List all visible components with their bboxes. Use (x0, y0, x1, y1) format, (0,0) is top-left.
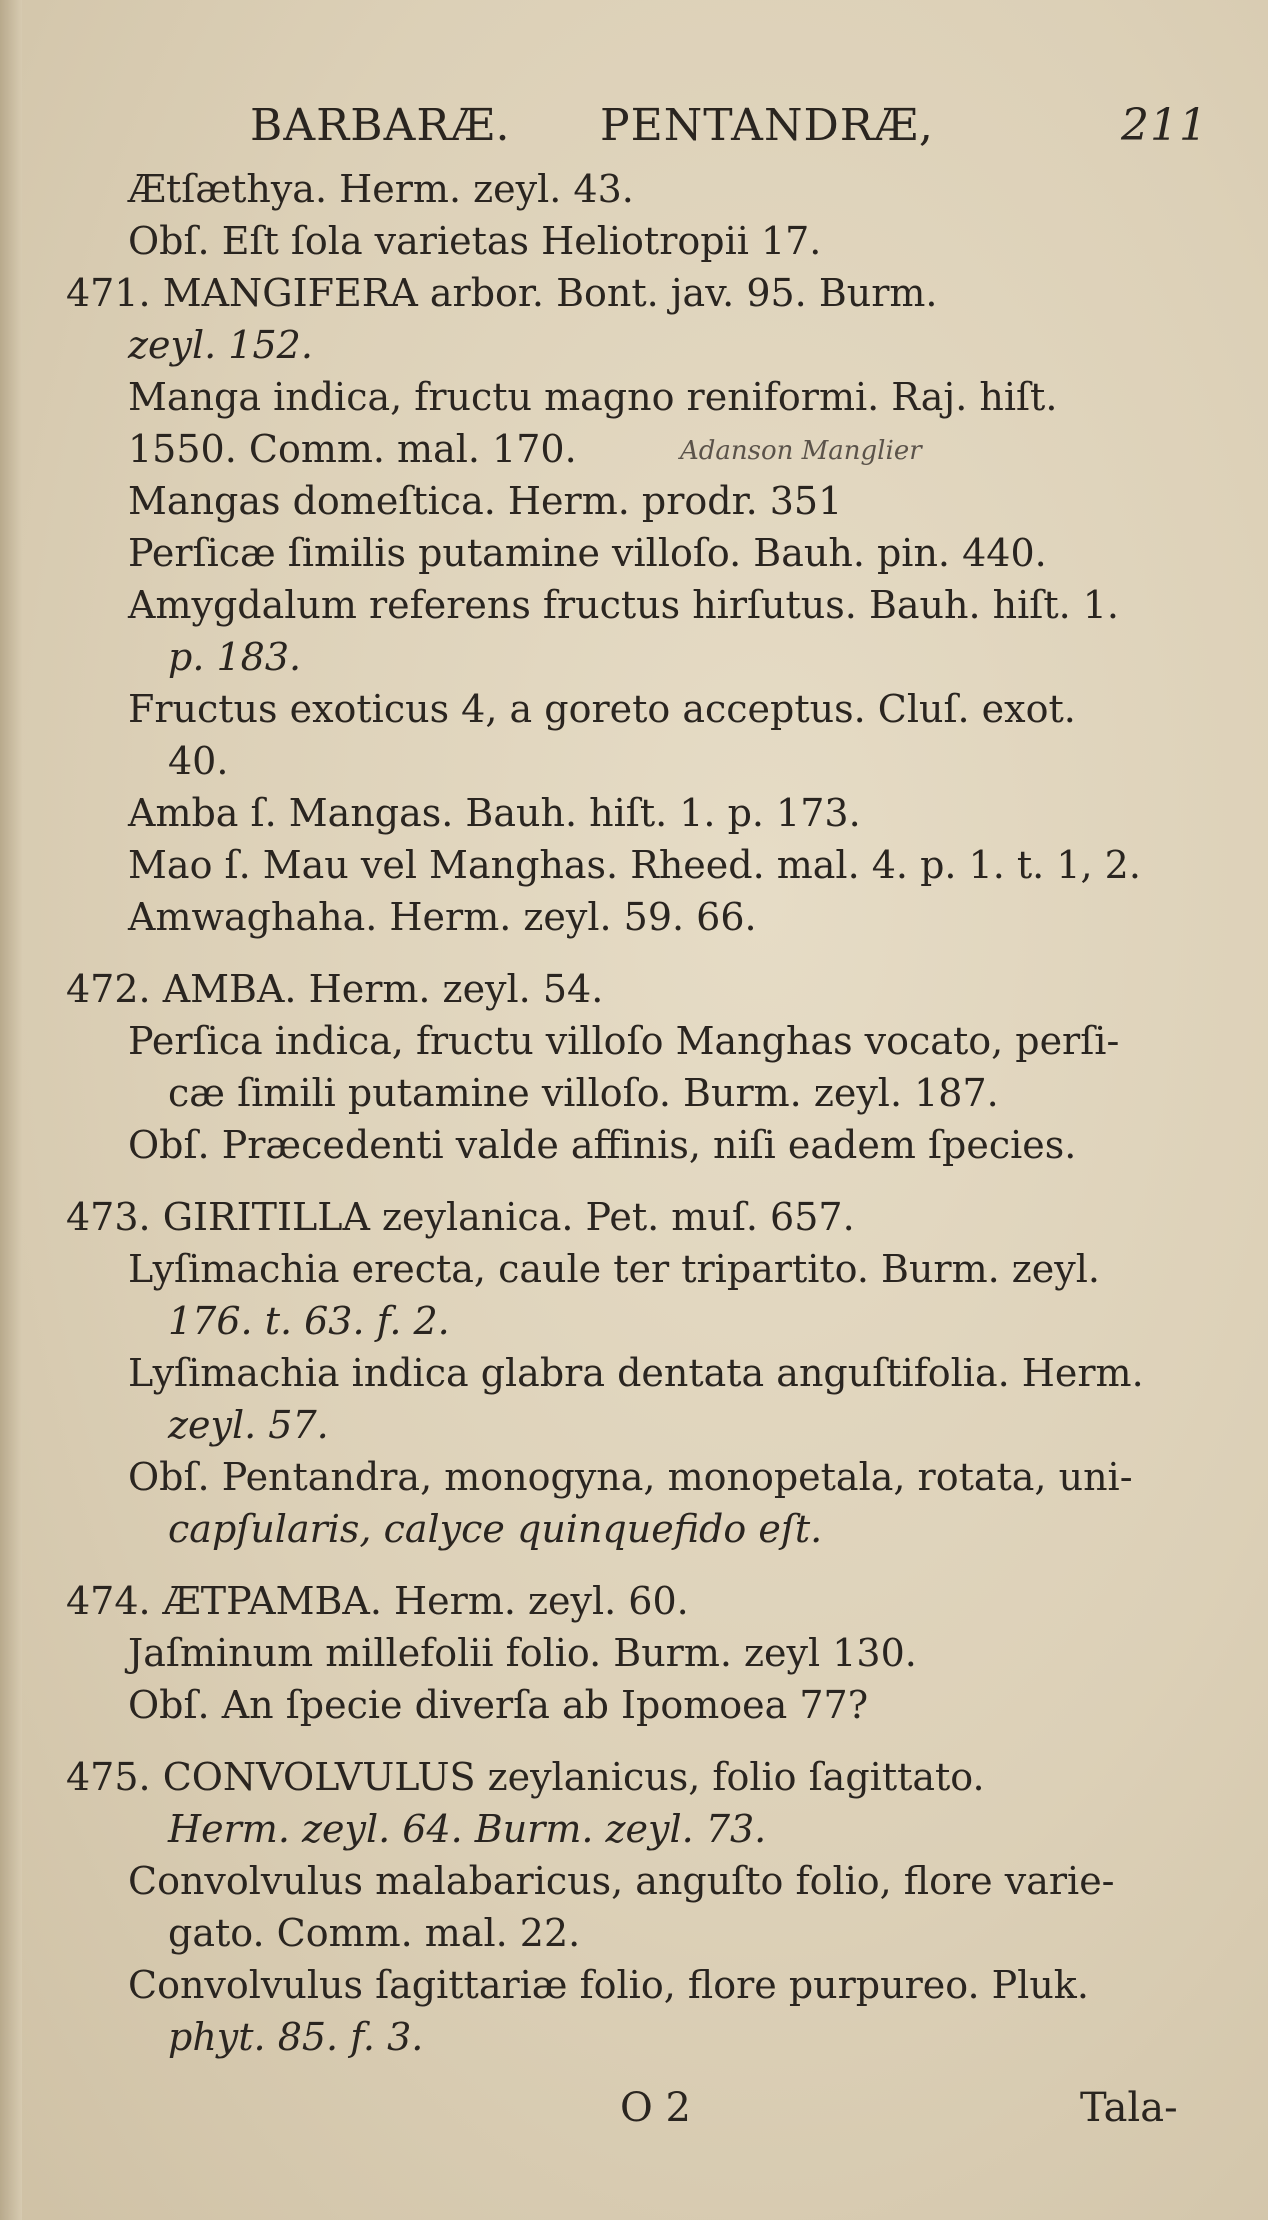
text-line: Herm. zeyl. 64. Burm. zeyl. 73. (168, 1807, 767, 1851)
text-line: Obſ. Eſt ſola varietas Heliotropii 17. (128, 219, 822, 263)
text-line: 40. (168, 739, 229, 783)
text-line: Convolvulus ſagittariæ folio, flore purpureo. Pluk. (128, 1963, 1089, 2007)
text-line: cæ ſimili putamine villoſo. Burm. zeyl. 187. (168, 1071, 999, 1115)
text-line: Amygdalum referens fructus hirſutus. Bauh. hiſt. 1. (128, 583, 1120, 627)
text-line: 1550. Comm. mal. 170. (128, 427, 577, 471)
text-line: Obſ. An ſpecie diverſa ab Ipomoea 77? (128, 1683, 869, 1727)
page-gutter (0, 0, 22, 2220)
text-line: zeyl. 152. (128, 323, 313, 367)
text-line: Obſ. Præcedenti valde affinis, niſi eadem ſpecies. (128, 1123, 1077, 1167)
signature-mark: O 2 (620, 2085, 691, 2131)
text-line: gato. Comm. mal. 22. (168, 1911, 581, 1955)
text-line: Mao ſ. Mau vel Manghas. Rheed. mal. 4. p. 1. t. 1, 2. (128, 843, 1141, 887)
text-line: Fructus exoticus 4, a goreto acceptus. Cluſ. exot. (128, 687, 1076, 731)
text-line: Jaſminum millefolii folio. Burm. zeyl 130. (128, 1631, 917, 1675)
entry-heading: 473. GIRITILLA zeylanica. Pet. muſ. 657. (66, 1195, 855, 1239)
text-line: Ætſæthya. Herm. zeyl. 43. (128, 167, 634, 211)
text-line: 176. t. 63. f. 2. (168, 1299, 450, 1343)
header-middle: PENTANDRÆ, (600, 100, 934, 151)
entry-heading: 471. MANGIFERA arbor. Bont. jav. 95. Burm. (66, 271, 938, 315)
text-line: phyt. 85. f. 3. (168, 2015, 424, 2059)
text-line: zeyl. 57. (168, 1403, 329, 1447)
text-line: Mangas domeſtica. Herm. prodr. 351 (128, 479, 843, 523)
catchword: Tala- (1080, 2085, 1178, 2131)
entry-heading: 475. CONVOLVULUS zeylanicus, folio ſagittato. (66, 1755, 985, 1799)
text-line: p. 183. (168, 635, 302, 679)
handwritten-annotation: Adanson Manglier (680, 436, 922, 466)
text-line: Amwaghaha. Herm. zeyl. 59. 66. (128, 895, 757, 939)
text-line: Lyſimachia indica glabra dentata anguſtifolia. Herm. (128, 1351, 1144, 1395)
header-left: BARBARÆ. (250, 100, 511, 151)
entry-heading: 472. AMBA. Herm. zeyl. 54. (66, 967, 604, 1011)
text-line: Lyſimachia erecta, caule ter tripartito. Burm. zeyl. (128, 1247, 1100, 1291)
text-line: Obſ. Pentandra, monogyna, monopetala, rotata, uni- (128, 1455, 1133, 1499)
text-line: Manga indica, fructu magno reniformi. Raj. hiſt. (128, 375, 1058, 419)
entry-heading: 474. ÆTPAMBA. Herm. zeyl. 60. (66, 1579, 689, 1623)
text-line: Perſicæ ſimilis putamine villoſo. Bauh. pin. 440. (128, 531, 1047, 575)
text-line: Convolvulus malabaricus, anguſto folio, flore varie- (128, 1859, 1115, 1903)
page-number: 211 (1121, 100, 1208, 151)
text-line: Perſica indica, fructu villoſo Manghas vocato, perſi- (128, 1019, 1120, 1063)
text-line: Amba ſ. Mangas. Bauh. hiſt. 1. p. 173. (128, 791, 861, 835)
text-line: capſularis, calyce quinquefido eſt. (168, 1507, 823, 1551)
